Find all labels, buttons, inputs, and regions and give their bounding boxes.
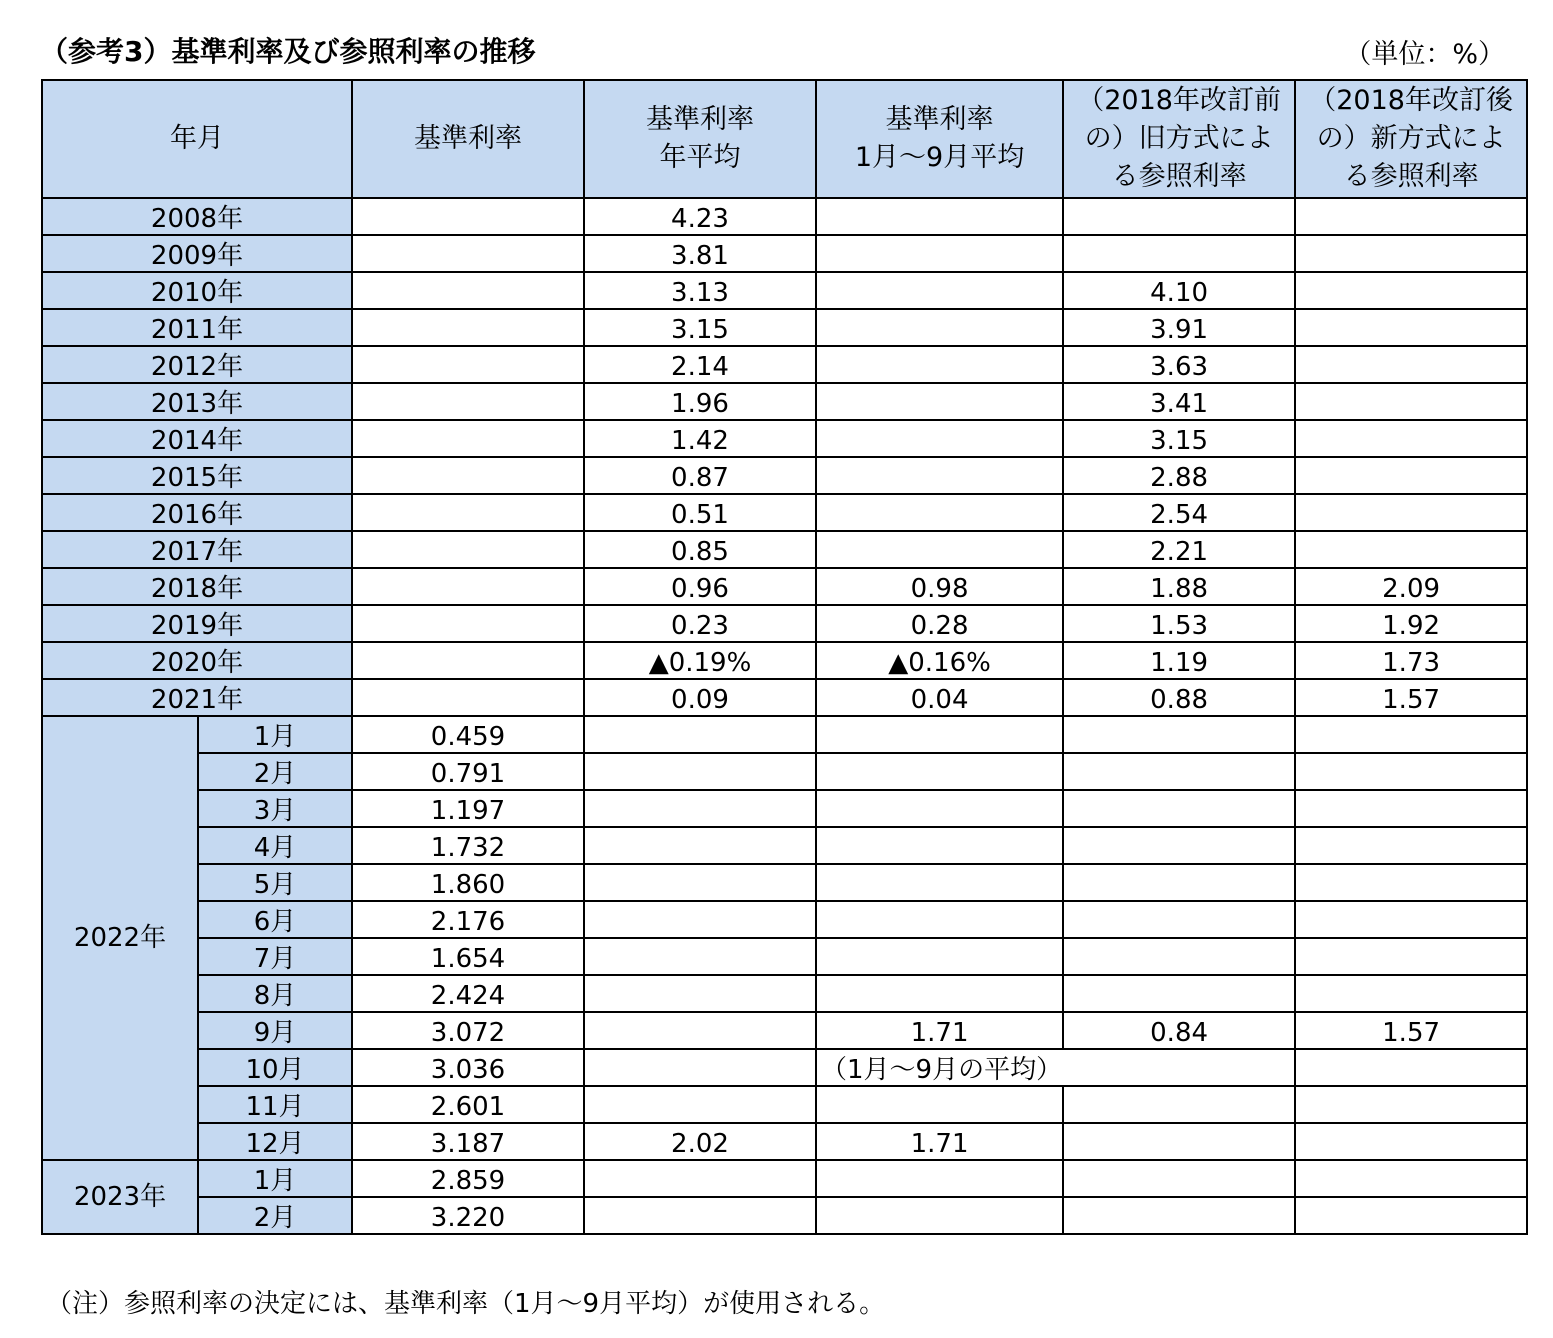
year-label: 2009年 (42, 235, 352, 272)
annual-average-cell: 2.02 (584, 1123, 816, 1160)
annual-row (42, 272, 1527, 309)
base-rate-cell (352, 605, 584, 642)
annual-average-cell (584, 1197, 816, 1234)
monthly-row (42, 1049, 1527, 1086)
footnote: （注）参照利率の決定には、基準利率（1月～9月平均）が使用される。 (46, 1289, 886, 1319)
annual-average-cell (584, 827, 816, 864)
header-jan-sep-average: 基準利率 1月～9月平均 (816, 80, 1063, 198)
new-method-cell (1295, 457, 1527, 494)
base-rate-cell (352, 346, 584, 383)
annual-row (42, 679, 1527, 716)
new-method-cell (1295, 346, 1527, 383)
header-base-rate: 基準利率 (352, 80, 584, 198)
old-method-cell: 4.10 (1063, 272, 1295, 309)
annual-average-cell (584, 975, 816, 1012)
monthly-row (42, 753, 1527, 790)
base-rate-cell: 3.072 (352, 1012, 584, 1049)
annual-average-cell: 0.87 (584, 457, 816, 494)
jan-sep-average-cell: 1.71 (816, 1012, 1063, 1049)
monthly-row (42, 716, 1527, 753)
document-title: （参考3）基準利率及び参照利率の推移 (40, 35, 536, 68)
old-method-cell (1063, 716, 1295, 753)
old-method-cell (1063, 864, 1295, 901)
header-row (42, 80, 1527, 198)
old-method-cell: 1.88 (1063, 568, 1295, 605)
annual-average-cell (584, 1160, 816, 1197)
annual-average-cell (584, 901, 816, 938)
jan-sep-average-cell: 0.98 (816, 568, 1063, 605)
annual-row (42, 531, 1527, 568)
annual-row (42, 420, 1527, 457)
old-method-cell (1063, 975, 1295, 1012)
annual-average-cell: 0.51 (584, 494, 816, 531)
annual-average-cell (584, 1049, 816, 1086)
old-method-cell: 3.15 (1063, 420, 1295, 457)
base-rate-cell: 2.859 (352, 1160, 584, 1197)
annual-average-cell: 0.09 (584, 679, 816, 716)
jan-sep-average-cell (816, 975, 1063, 1012)
old-method-cell (1063, 1123, 1295, 1160)
month-label: 2月 (198, 1197, 352, 1234)
jan-sep-average-cell (816, 1197, 1063, 1234)
old-method-cell: 3.91 (1063, 309, 1295, 346)
year-label: 2011年 (42, 309, 352, 346)
annual-average-cell: 3.15 (584, 309, 816, 346)
monthly-row (42, 938, 1527, 975)
jan-sep-average-cell (816, 1160, 1063, 1197)
annual-row (42, 605, 1527, 642)
old-method-cell: 1.53 (1063, 605, 1295, 642)
base-rate-cell: 0.459 (352, 716, 584, 753)
rate-table-body (42, 80, 1527, 1234)
new-method-cell: 1.57 (1295, 679, 1527, 716)
annual-row (42, 457, 1527, 494)
year-group-label: 2022年 (42, 716, 198, 1160)
jan-sep-average-cell (816, 198, 1063, 235)
base-rate-cell: 1.860 (352, 864, 584, 901)
monthly-row (42, 1086, 1527, 1123)
jan-sep-average-cell (816, 901, 1063, 938)
old-method-cell: 2.54 (1063, 494, 1295, 531)
base-rate-cell (352, 642, 584, 679)
base-rate-cell (352, 531, 584, 568)
old-method-cell (1063, 235, 1295, 272)
old-method-cell: 3.63 (1063, 346, 1295, 383)
old-method-cell (1063, 827, 1295, 864)
new-method-cell (1295, 1197, 1527, 1234)
old-method-cell (1063, 1049, 1295, 1086)
annual-average-cell (584, 716, 816, 753)
month-label: 5月 (198, 864, 352, 901)
new-method-cell (1295, 716, 1527, 753)
old-method-cell: 3.41 (1063, 383, 1295, 420)
base-rate-cell: 2.176 (352, 901, 584, 938)
base-rate-cell: 1.732 (352, 827, 584, 864)
jan-sep-average-cell (816, 753, 1063, 790)
old-method-cell: 0.84 (1063, 1012, 1295, 1049)
monthly-row (42, 901, 1527, 938)
jan-sep-average-cell (816, 272, 1063, 309)
new-method-cell (1295, 790, 1527, 827)
annual-average-cell (584, 790, 816, 827)
annual-row (42, 346, 1527, 383)
year-label: 2017年 (42, 531, 352, 568)
month-label: 1月 (198, 1160, 352, 1197)
old-method-cell (1063, 1160, 1295, 1197)
old-method-cell (1063, 753, 1295, 790)
new-method-cell (1295, 383, 1527, 420)
annual-row (42, 235, 1527, 272)
year-label: 2008年 (42, 198, 352, 235)
month-label: 2月 (198, 753, 352, 790)
base-rate-cell: 1.197 (352, 790, 584, 827)
annual-average-cell: 2.14 (584, 346, 816, 383)
base-rate-cell (352, 198, 584, 235)
jan-sep-average-cell: 1.71 (816, 1123, 1063, 1160)
jan-sep-average-cell: （1月～9月の平均） (816, 1049, 1063, 1086)
base-rate-cell: 3.036 (352, 1049, 584, 1086)
year-label: 2016年 (42, 494, 352, 531)
new-method-cell: 1.57 (1295, 1012, 1527, 1049)
new-method-cell (1295, 975, 1527, 1012)
month-label: 7月 (198, 938, 352, 975)
monthly-row (42, 1160, 1527, 1197)
annual-row (42, 198, 1527, 235)
old-method-cell: 2.21 (1063, 531, 1295, 568)
old-method-cell: 2.88 (1063, 457, 1295, 494)
year-label: 2010年 (42, 272, 352, 309)
rate-table (41, 79, 1528, 1235)
annual-average-cell: ▲0.19% (584, 642, 816, 679)
old-method-cell (1063, 901, 1295, 938)
jan-sep-average-cell (816, 494, 1063, 531)
base-rate-cell: 0.791 (352, 753, 584, 790)
jan-sep-average-cell (816, 420, 1063, 457)
new-method-cell (1295, 420, 1527, 457)
jan-sep-average-cell: 0.28 (816, 605, 1063, 642)
jan-sep-average-cell: ▲0.16% (816, 642, 1063, 679)
new-method-cell (1295, 1160, 1527, 1197)
annual-row (42, 568, 1527, 605)
annual-average-cell: 0.23 (584, 605, 816, 642)
monthly-row (42, 1012, 1527, 1049)
base-rate-cell (352, 420, 584, 457)
annual-row (42, 309, 1527, 346)
annual-row (42, 642, 1527, 679)
old-method-cell (1063, 198, 1295, 235)
base-rate-cell: 3.187 (352, 1123, 584, 1160)
month-label: 11月 (198, 1086, 352, 1123)
annual-average-cell: 0.85 (584, 531, 816, 568)
year-label: 2021年 (42, 679, 352, 716)
new-method-cell: 1.92 (1295, 605, 1527, 642)
jan-sep-average-cell (816, 938, 1063, 975)
new-method-cell (1295, 827, 1527, 864)
month-label: 3月 (198, 790, 352, 827)
jan-sep-average-cell (816, 716, 1063, 753)
base-rate-cell (352, 494, 584, 531)
header-new-method-reference-rate: （2018年改訂後 の）新方式によ る参照利率 (1295, 80, 1527, 198)
new-method-cell (1295, 235, 1527, 272)
annual-row (42, 494, 1527, 531)
annual-average-cell: 1.96 (584, 383, 816, 420)
jan-sep-average-cell (816, 235, 1063, 272)
new-method-cell: 1.73 (1295, 642, 1527, 679)
new-method-cell (1295, 309, 1527, 346)
year-label: 2014年 (42, 420, 352, 457)
unit-label: （単位：%） (1344, 39, 1505, 70)
jan-sep-average-cell (816, 1086, 1063, 1123)
base-rate-cell (352, 383, 584, 420)
month-label: 8月 (198, 975, 352, 1012)
base-rate-cell (352, 457, 584, 494)
new-method-cell (1295, 1123, 1527, 1160)
jan-sep-average-cell (816, 457, 1063, 494)
monthly-row (42, 1123, 1527, 1160)
month-label: 1月 (198, 716, 352, 753)
new-method-cell (1295, 901, 1527, 938)
month-label: 9月 (198, 1012, 352, 1049)
annual-average-cell: 1.42 (584, 420, 816, 457)
old-method-cell (1063, 1086, 1295, 1123)
year-label: 2019年 (42, 605, 352, 642)
old-method-cell: 0.88 (1063, 679, 1295, 716)
month-label: 12月 (198, 1123, 352, 1160)
base-rate-cell: 2.601 (352, 1086, 584, 1123)
base-rate-cell (352, 235, 584, 272)
year-label: 2020年 (42, 642, 352, 679)
base-rate-cell: 1.654 (352, 938, 584, 975)
base-rate-cell: 2.424 (352, 975, 584, 1012)
annual-average-cell (584, 753, 816, 790)
header-yearmonth: 年月 (42, 80, 352, 198)
new-method-cell (1295, 753, 1527, 790)
monthly-row (42, 864, 1527, 901)
annual-average-cell: 0.96 (584, 568, 816, 605)
year-label: 2018年 (42, 568, 352, 605)
monthly-row (42, 827, 1527, 864)
base-rate-cell (352, 679, 584, 716)
base-rate-cell (352, 568, 584, 605)
new-method-cell (1295, 272, 1527, 309)
jan-sep-average-cell (816, 827, 1063, 864)
header-annual-average: 基準利率 年平均 (584, 80, 816, 198)
new-method-cell: 2.09 (1295, 568, 1527, 605)
jan-sep-average-cell (816, 309, 1063, 346)
new-method-cell (1295, 198, 1527, 235)
new-method-cell (1295, 938, 1527, 975)
annual-average-cell (584, 864, 816, 901)
header-old-method-reference-rate: （2018年改訂前 の）旧方式によ る参照利率 (1063, 80, 1295, 198)
monthly-row (42, 1197, 1527, 1234)
year-label: 2013年 (42, 383, 352, 420)
annual-average-cell (584, 1086, 816, 1123)
jan-sep-average-cell (816, 531, 1063, 568)
month-label: 10月 (198, 1049, 352, 1086)
jan-sep-average-cell (816, 383, 1063, 420)
annual-average-cell (584, 938, 816, 975)
annual-average-cell: 3.13 (584, 272, 816, 309)
jan-sep-average-cell (816, 864, 1063, 901)
old-method-cell (1063, 1197, 1295, 1234)
annual-average-cell: 3.81 (584, 235, 816, 272)
year-group-label: 2023年 (42, 1160, 198, 1234)
base-rate-cell (352, 309, 584, 346)
monthly-row (42, 975, 1527, 1012)
jan-sep-average-cell (816, 790, 1063, 827)
annual-row (42, 383, 1527, 420)
new-method-cell (1295, 864, 1527, 901)
jan-sep-average-cell (816, 346, 1063, 383)
jan-sep-average-cell: 0.04 (816, 679, 1063, 716)
month-label: 4月 (198, 827, 352, 864)
new-method-cell (1295, 1049, 1527, 1086)
new-method-cell (1295, 494, 1527, 531)
month-label: 6月 (198, 901, 352, 938)
new-method-cell (1295, 1086, 1527, 1123)
annual-average-cell (584, 1012, 816, 1049)
old-method-cell: 1.19 (1063, 642, 1295, 679)
monthly-row (42, 790, 1527, 827)
year-label: 2015年 (42, 457, 352, 494)
base-rate-cell (352, 272, 584, 309)
annual-average-cell: 4.23 (584, 198, 816, 235)
old-method-cell (1063, 790, 1295, 827)
base-rate-cell: 3.220 (352, 1197, 584, 1234)
new-method-cell (1295, 531, 1527, 568)
year-label: 2012年 (42, 346, 352, 383)
old-method-cell (1063, 938, 1295, 975)
